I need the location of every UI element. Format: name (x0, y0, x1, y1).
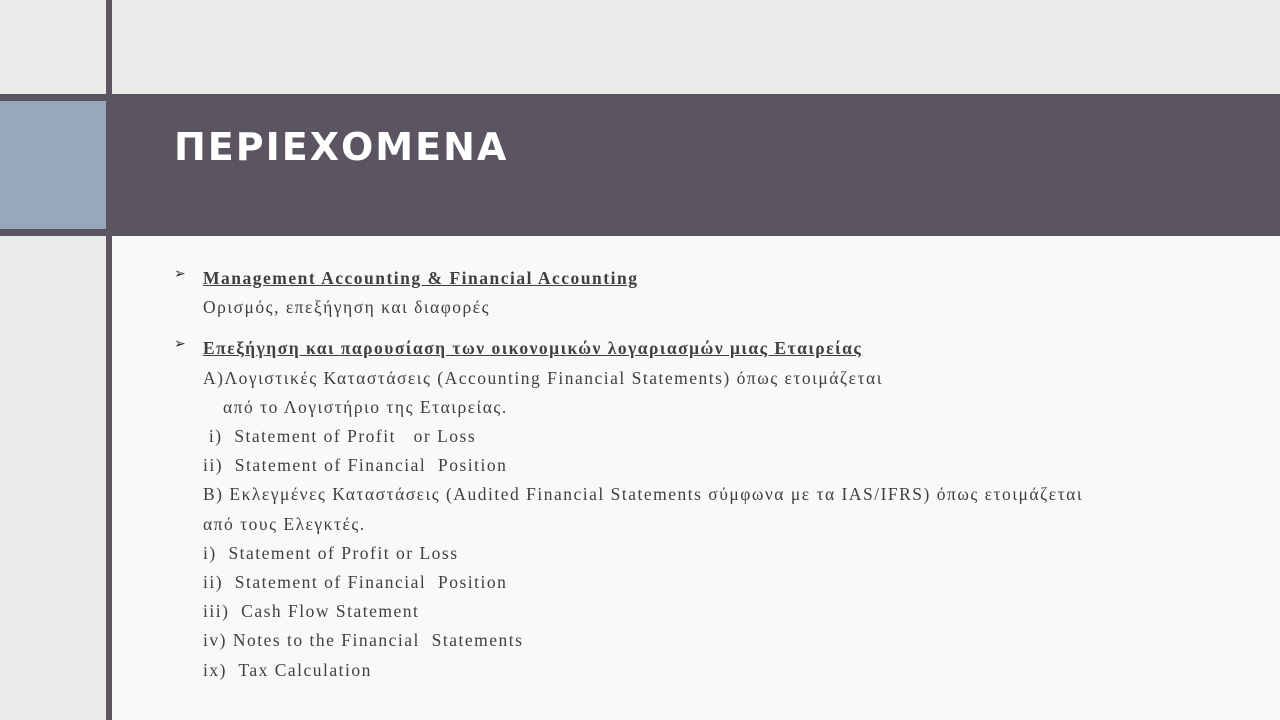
section-heading: Management Accounting & Financial Accounting (203, 268, 639, 288)
section-management-accounting (174, 264, 1234, 322)
list-item: i) Statement of Profit or Loss (203, 426, 477, 447)
slide-title: ΠΕΡΙΕΧΟΜΕΝΑ (174, 125, 509, 169)
arrow-bullet-icon: ➢ (174, 336, 186, 353)
list-item: iv) Notes to the Financial Statements (203, 630, 524, 651)
list-item: ix) Tax Calculation (203, 659, 372, 680)
left-panel (0, 236, 106, 720)
section-line: B) Εκλεγμένες Καταστάσεις (Audited Financial Statements σύμφωνα με τα IAS/IFRS) όπως ετοιμάζεται (203, 484, 1084, 505)
list-item: i) Statement of Profit or Loss (203, 542, 459, 563)
section-heading: Επεξήγηση και παρουσίαση των οικονομικών λογαριασμών μιας Εταιρείας (203, 338, 863, 359)
list-item: ii) Statement of Financial Position (203, 572, 508, 593)
section-line: από το Λογιστήριο της Εταιρείας. (223, 396, 508, 417)
slide-content (174, 264, 1234, 685)
vertical-divider (106, 0, 112, 720)
section-line: Ορισμός, επεξήγηση και διαφορές (203, 297, 491, 318)
list-item: ii) Statement of Financial Position (203, 455, 508, 476)
section-line: από τους Ελεγκτές. (203, 513, 366, 534)
list-item: iii) Cash Flow Statement (203, 601, 420, 622)
accent-block (0, 101, 106, 229)
top-band (0, 0, 1280, 94)
section-financial-accounts (174, 334, 1234, 684)
section-line: A)Λογιστικές Καταστάσεις (Accounting Financial Statements) όπως ετοιμάζεται (203, 367, 883, 388)
arrow-bullet-icon: ➢ (174, 266, 186, 282)
